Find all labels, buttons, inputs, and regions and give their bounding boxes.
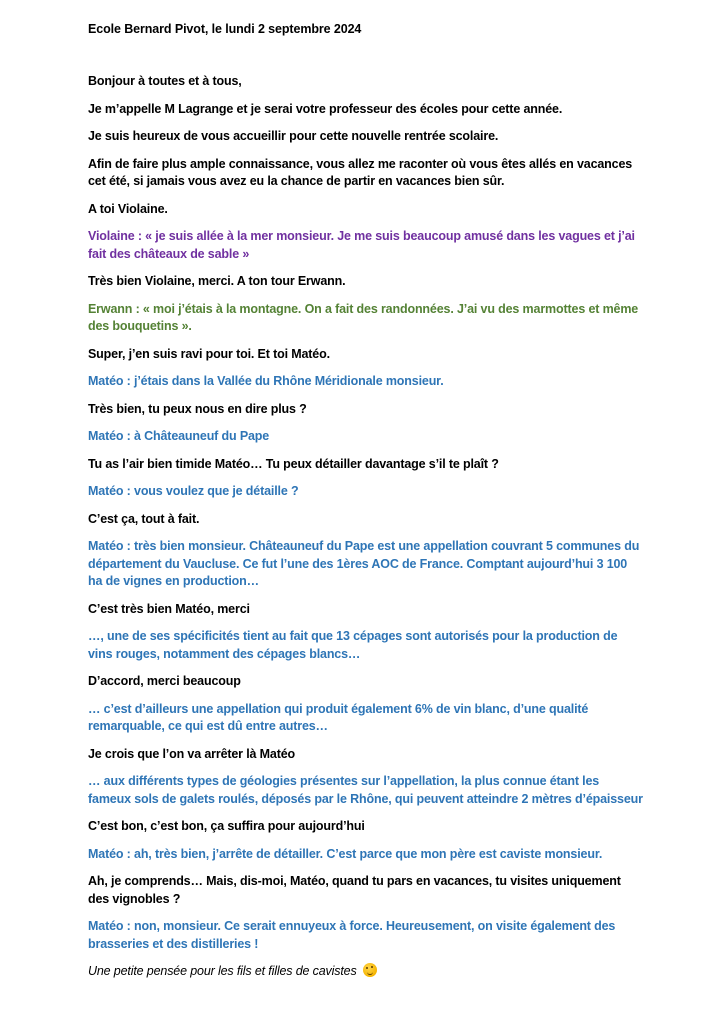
teacher-line: C’est très bien Matéo, merci xyxy=(88,601,250,616)
smiling-face-emoji-icon xyxy=(363,963,377,977)
teacher-line: Super, j’en suis ravi pour toi. Et toi Matéo. xyxy=(88,346,330,361)
closing-text: Une petite pensée pour les fils et filles de cavistes xyxy=(88,964,357,978)
closing-note xyxy=(88,963,644,981)
mateo-line: Matéo : à Châteauneuf du Pape xyxy=(88,429,270,443)
teacher-line: Afin de faire plus ample connaissance, vous allez me raconter où vous êtes allés en vacances cet été, si jamais vous avez eu la chance de partir en vacances bien sûr. xyxy=(88,156,633,188)
dialogue-content xyxy=(88,73,644,991)
mateo-line: Matéo : vous voulez que je détaille ? xyxy=(88,484,299,498)
mateo-line: … c’est d’ailleurs une appellation qui produit également 6% de vin blanc, d’une qualité remarquable, ce qui est dû entre autres… xyxy=(88,701,589,733)
mateo-line: Matéo : j’étais dans la Vallée du Rhône Méridionale monsieur. xyxy=(88,374,444,388)
teacher-line: Tu as l’air bien timide Matéo… Tu peux détailler davantage s’il te plaît ? xyxy=(88,456,499,471)
teacher-line: C’est bon, c’est bon, ça suffira pour aujourd’hui xyxy=(88,819,365,833)
teacher-line: Très bien Violaine, merci. A ton tour Erwann. xyxy=(88,274,346,288)
document-header: Ecole Bernard Pivot, le lundi 2 septembre 2024 xyxy=(88,22,362,36)
mateo-line: … aux différents types de géologies présentes sur l’appellation, la plus connue étant les fameux sols de galets roulés, déposés par le Rhône, qui peuvent atteindre 2 mètres d’épaisseur xyxy=(88,774,643,806)
teacher-line: Je m’appelle M Lagrange et je serai votre professeur des écoles pour cette année. xyxy=(88,101,563,116)
violaine-line: Violaine : « je suis allée à la mer monsieur. Je me suis beaucoup amusé dans les vagues et j’ai fait des châteaux de sable » xyxy=(88,229,635,261)
teacher-line: Bonjour à toutes et à tous, xyxy=(88,74,242,88)
teacher-line: Je suis heureux de vous accueillir pour cette nouvelle rentrée scolaire. xyxy=(88,129,499,143)
teacher-line: Très bien, tu peux nous en dire plus ? xyxy=(88,401,307,416)
teacher-line: Ah, je comprends… Mais, dis-moi, Matéo, quand tu pars en vacances, tu visites uniquement des vignobles ? xyxy=(88,874,621,906)
teacher-line: D’accord, merci beaucoup xyxy=(88,674,241,688)
mateo-line: Matéo : non, monsieur. Ce serait ennuyeux à force. Heureusement, on visite également des brasseries et des distilleries ! xyxy=(88,919,616,951)
mateo-line: …, une de ses spécificités tient au fait que 13 cépages sont autorisés pour la production de vins rouges, notamment des cépages blancs… xyxy=(88,629,618,661)
teacher-line: Je crois que l’on va arrêter là Matéo xyxy=(88,746,296,761)
erwann-line: Erwann : « moi j’étais à la montagne. On a fait des randonnées. J’ai vu des marmottes et même des bouquetins ». xyxy=(88,301,639,333)
teacher-line: A toi Violaine. xyxy=(88,201,168,216)
teacher-line: C’est ça, tout à fait. xyxy=(88,511,200,526)
mateo-line: Matéo : ah, très bien, j’arrête de détailler. C’est parce que mon père est caviste monsieur. xyxy=(88,846,603,861)
mateo-line: Matéo : très bien monsieur. Châteauneuf du Pape est une appellation couvrant 5 communes du département du Vaucluse. Ce fut l’une des 1ères AOC de France. Comptant aujourd’hui 3 100 ha de vignes en production… xyxy=(88,539,640,588)
